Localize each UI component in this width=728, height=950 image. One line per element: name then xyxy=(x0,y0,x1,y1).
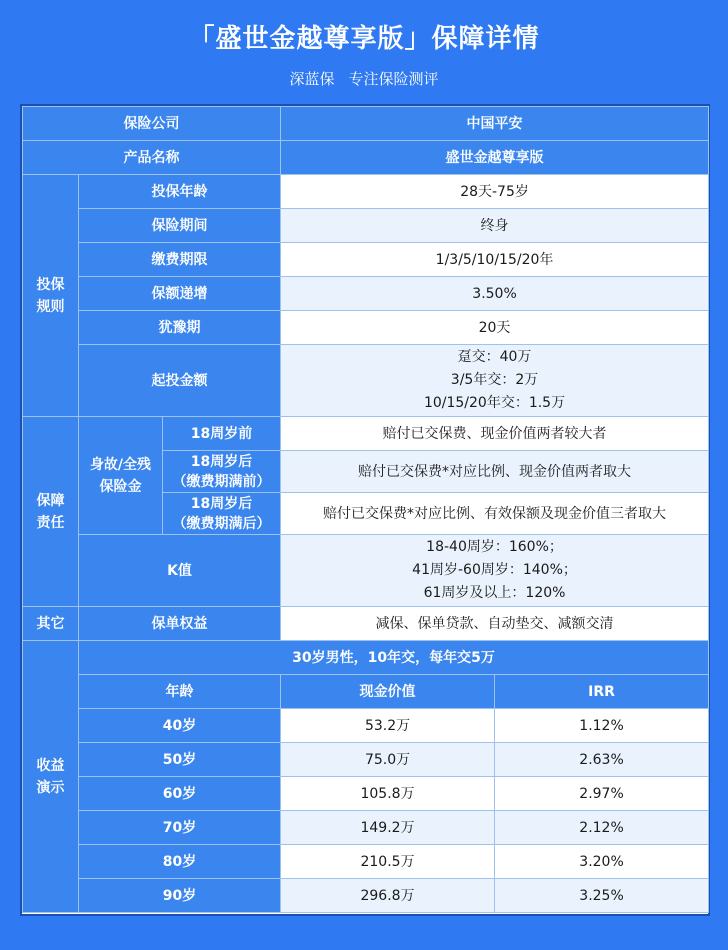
table-row xyxy=(23,709,709,743)
row-irr: 2.12% xyxy=(495,811,709,845)
row-age: 70岁 xyxy=(79,811,281,845)
row-cash: 105.8万 xyxy=(281,777,495,811)
table-row xyxy=(23,175,709,209)
min-amount-line: 趸交：40万 xyxy=(457,349,532,365)
death-benefit-label xyxy=(79,417,163,535)
after18a-label xyxy=(163,451,281,493)
rules-section-label xyxy=(23,175,79,417)
coverage-section-label xyxy=(23,417,79,607)
row-irr: 2.63% xyxy=(495,743,709,777)
row-cash: 296.8万 xyxy=(281,879,495,913)
table-row xyxy=(23,277,709,311)
rules-section-line: 投保 xyxy=(36,276,65,293)
after18a-line: 18周岁后 xyxy=(190,453,253,470)
table-row xyxy=(23,743,709,777)
other-section-label: 其它 xyxy=(23,607,79,641)
k-value-value xyxy=(281,535,709,607)
table-row xyxy=(23,777,709,811)
product-label: 产品名称 xyxy=(23,141,281,175)
table-row xyxy=(23,879,709,913)
min-amount-value xyxy=(281,345,709,417)
row-age: 90岁 xyxy=(79,879,281,913)
table-row xyxy=(23,535,709,607)
min-amount-line: 10/15/20年交：1.5万 xyxy=(423,395,566,411)
product-value: 盛世金越尊享版 xyxy=(281,141,709,175)
page-subtitle xyxy=(0,68,728,89)
company-label: 保险公司 xyxy=(23,107,281,141)
grace-value: 20天 xyxy=(281,311,709,345)
period-value: 终身 xyxy=(281,209,709,243)
increase-value: 3.50% xyxy=(281,277,709,311)
row-irr: 2.97% xyxy=(495,777,709,811)
row-age: 40岁 xyxy=(79,709,281,743)
min-amount-label: 起投金额 xyxy=(79,345,281,417)
after18b-line: 18周岁后 xyxy=(190,495,253,512)
row-age: 60岁 xyxy=(79,777,281,811)
page-title: 「盛世金越尊享版」保障详情 xyxy=(188,24,540,54)
coverage-section-line: 保障 xyxy=(36,492,65,509)
col-header-age: 年龄 xyxy=(79,675,281,709)
after18a-line: （缴费期满前） xyxy=(172,473,271,490)
age-label: 投保年龄 xyxy=(79,175,281,209)
rights-value: 减保、保单贷款、自动垫交、减额交清 xyxy=(281,607,709,641)
rights-label: 保单权益 xyxy=(79,607,281,641)
row-age: 80岁 xyxy=(79,845,281,879)
table-row xyxy=(23,607,709,641)
returns-section-line: 演示 xyxy=(36,779,65,796)
death-benefit-line: 保险金 xyxy=(99,478,142,495)
company-value: 中国平安 xyxy=(281,107,709,141)
rules-section-line: 规则 xyxy=(36,298,65,315)
table-row xyxy=(23,243,709,277)
grace-label: 犹豫期 xyxy=(79,311,281,345)
table-row xyxy=(23,209,709,243)
returns-section-label xyxy=(23,641,79,913)
table-row xyxy=(23,345,709,417)
k-value-label: K值 xyxy=(79,535,281,607)
before18-value: 赔付已交保费、现金价值两者较大者 xyxy=(281,417,709,451)
brand-name: 深蓝保 xyxy=(289,70,335,88)
k-value-line: 18-40周岁：160%； xyxy=(426,539,563,555)
row-cash: 210.5万 xyxy=(281,845,495,879)
period-label: 保险期间 xyxy=(79,209,281,243)
row-irr: 3.25% xyxy=(495,879,709,913)
table-row xyxy=(23,641,709,675)
pay-value: 1/3/5/10/15/20年 xyxy=(281,243,709,277)
row-cash: 53.2万 xyxy=(281,709,495,743)
table-row xyxy=(23,417,709,451)
returns-section-line: 收益 xyxy=(36,757,65,774)
policy-detail-table xyxy=(22,106,709,913)
row-cash: 149.2万 xyxy=(281,811,495,845)
returns-scenario: 30岁男性，10年交，每年交5万 xyxy=(79,641,709,675)
increase-label: 保额递增 xyxy=(79,277,281,311)
table-row xyxy=(23,675,709,709)
after18a-value: 赔付已交保费*对应比例、现金价值两者取大 xyxy=(281,451,709,493)
table-row xyxy=(23,845,709,879)
brand-slogan: 专注保险测评 xyxy=(348,70,439,88)
table-row xyxy=(23,107,709,141)
k-value-line: 41周岁-60周岁：140%； xyxy=(412,562,577,578)
row-irr: 3.20% xyxy=(495,845,709,879)
after18b-value: 赔付已交保费*对应比例、有效保额及现金价值三者取大 xyxy=(281,493,709,535)
age-value: 28天-75岁 xyxy=(281,175,709,209)
before18-label: 18周岁前 xyxy=(163,417,281,451)
after18b-line: （缴费期满后） xyxy=(172,515,271,532)
row-cash: 75.0万 xyxy=(281,743,495,777)
policy-detail-card xyxy=(20,104,710,916)
coverage-section-line: 责任 xyxy=(36,514,65,531)
col-header-irr: IRR xyxy=(495,675,709,709)
pay-label: 缴费期限 xyxy=(79,243,281,277)
table-row xyxy=(23,141,709,175)
table-row xyxy=(23,811,709,845)
row-irr: 1.12% xyxy=(495,709,709,743)
after18b-label xyxy=(163,493,281,535)
k-value-line: 61周岁及以上：120% xyxy=(423,585,566,601)
row-age: 50岁 xyxy=(79,743,281,777)
table-row xyxy=(23,311,709,345)
death-benefit-line: 身故/全残 xyxy=(89,456,152,473)
col-header-cash: 现金价值 xyxy=(281,675,495,709)
min-amount-line: 3/5年交：2万 xyxy=(450,372,539,388)
